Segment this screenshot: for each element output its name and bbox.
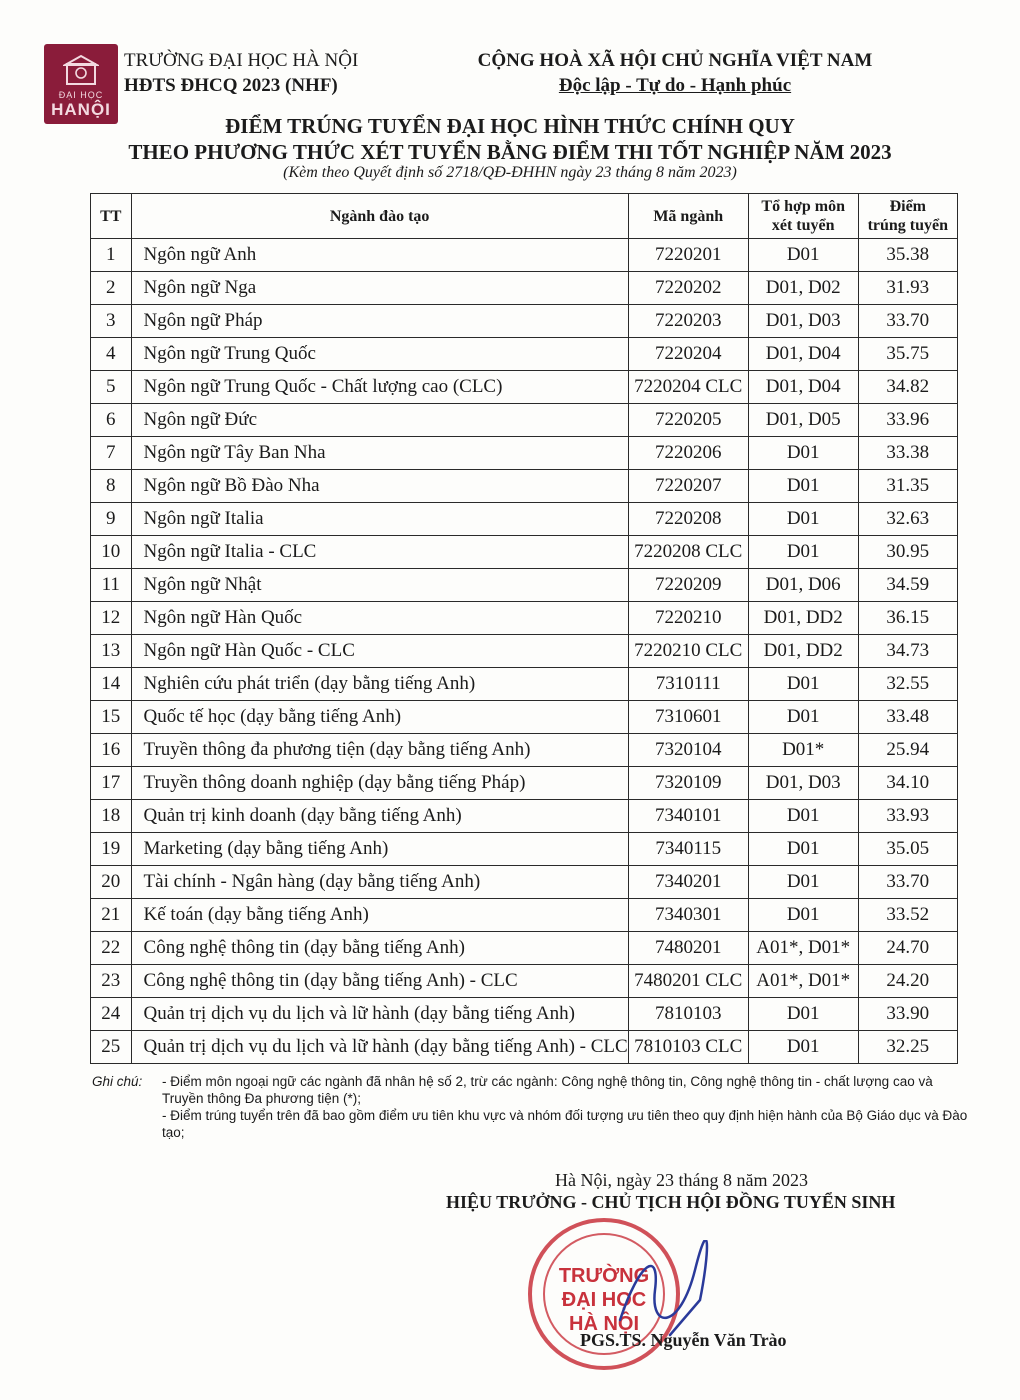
document-title-line1: ĐIỂM TRÚNG TUYỂN ĐẠI HỌC HÌNH THỨC CHÍNH QUY (225, 114, 795, 138)
row-number: 1 (91, 239, 132, 272)
stamp-text-line2: ĐẠI HỌC (561, 1289, 647, 1311)
row-combo: D01 (748, 1031, 858, 1064)
stamp-text-line1: TRƯỜNG (558, 1265, 650, 1287)
row-number: 19 (91, 833, 132, 866)
emblem-icon (63, 54, 99, 86)
row-combo: D01 (748, 866, 858, 899)
table-row (91, 866, 958, 899)
notes (92, 1073, 972, 1141)
row-number: 18 (91, 800, 132, 833)
row-number: 22 (91, 932, 132, 965)
row-number: 6 (91, 404, 132, 437)
row-major: Ngôn ngữ Trung Quốc - Chất lượng cao (CLC) (131, 371, 628, 404)
table-header-row (91, 194, 958, 239)
issuer-block (124, 48, 358, 98)
row-score: 30.95 (858, 536, 957, 569)
row-score: 31.93 (858, 272, 957, 305)
row-score: 33.70 (858, 305, 957, 338)
row-score: 34.10 (858, 767, 957, 800)
row-code: 7480201 CLC (628, 965, 748, 998)
row-score: 36.15 (858, 602, 957, 635)
row-combo: D01 (748, 998, 858, 1031)
table-row (91, 602, 958, 635)
note-item: - Điểm môn ngoại ngữ các ngành đã nhân hệ số 2, trừ các ngành: Công nghệ thông tin, Công nghệ thông tin - chất lượng cao và Truyền thông Đa phương tiện (*); (162, 1074, 933, 1106)
table-row (91, 569, 958, 602)
row-number: 5 (91, 371, 132, 404)
table-row (91, 932, 958, 965)
university-logo (44, 44, 118, 124)
row-combo: D01 (748, 239, 858, 272)
row-combo: D01* (748, 734, 858, 767)
row-score: 33.93 (858, 800, 957, 833)
row-code: 7220201 (628, 239, 748, 272)
row-number: 8 (91, 470, 132, 503)
row-number: 16 (91, 734, 132, 767)
row-number: 13 (91, 635, 132, 668)
notes-label: Ghi chú: (92, 1074, 143, 1089)
row-number: 14 (91, 668, 132, 701)
row-combo: A01*, D01* (748, 965, 858, 998)
row-code: 7220210 (628, 602, 748, 635)
row-number: 10 (91, 536, 132, 569)
row-score: 24.70 (858, 932, 957, 965)
table-row (91, 800, 958, 833)
row-score: 25.94 (858, 734, 957, 767)
header-code: Mã ngành (628, 194, 748, 239)
document-title-line2: THEO PHƯƠNG THỨC XÉT TUYỂN BẰNG ĐIỂM THI TỐT NGHIỆP NĂM 2023 (128, 140, 892, 164)
header-combo-line1: Tổ hợp môn (761, 198, 845, 215)
table-row (91, 965, 958, 998)
row-score: 35.38 (858, 239, 957, 272)
row-number: 20 (91, 866, 132, 899)
logo-text-bottom: HANỘI (51, 100, 111, 119)
place-date: Hà Nội, ngày 23 tháng 8 năm 2023 (555, 1170, 808, 1190)
row-code: 7220210 CLC (628, 635, 748, 668)
header-combo (748, 194, 858, 239)
signer-name: PGS.TS. Nguyễn Văn Trào (580, 1330, 787, 1350)
row-score: 33.52 (858, 899, 957, 932)
row-combo: D01, D05 (748, 404, 858, 437)
row-major: Ngôn ngữ Italia (131, 503, 628, 536)
table-row (91, 371, 958, 404)
row-major: Ngôn ngữ Anh (131, 239, 628, 272)
row-number: 3 (91, 305, 132, 338)
row-combo: D01 (748, 536, 858, 569)
logo-text-top: ĐẠI HỌC (58, 90, 104, 100)
stamp-text-line3: HÀ NỘI (569, 1313, 639, 1335)
row-code: 7220205 (628, 404, 748, 437)
header-tt: TT (91, 194, 132, 239)
row-number: 23 (91, 965, 132, 998)
admission-scores-table (90, 193, 958, 1064)
table-body (91, 239, 958, 1064)
table-row (91, 767, 958, 800)
header-major: Ngành đào tạo (131, 194, 628, 239)
table-row (91, 503, 958, 536)
row-combo: D01 (748, 668, 858, 701)
row-major: Truyền thông doanh nghiệp (dạy bằng tiếng Pháp) (131, 767, 628, 800)
row-code: 7320104 (628, 734, 748, 767)
row-major: Công nghệ thông tin (dạy bằng tiếng Anh) (131, 932, 628, 965)
row-number: 21 (91, 899, 132, 932)
national-motto: Độc lập - Tự do - Hạnh phúc (558, 75, 792, 96)
row-major: Marketing (dạy bằng tiếng Anh) (131, 833, 628, 866)
row-number: 15 (91, 701, 132, 734)
row-combo: D01 (748, 701, 858, 734)
row-major: Quản trị dịch vụ du lịch và lữ hành (dạy bằng tiếng Anh) (131, 998, 628, 1031)
row-code: 7340301 (628, 899, 748, 932)
row-code: 7220208 (628, 503, 748, 536)
row-score: 34.59 (858, 569, 957, 602)
row-score: 33.90 (858, 998, 957, 1031)
row-major: Quản trị kinh doanh (dạy bằng tiếng Anh) (131, 800, 628, 833)
row-score: 31.35 (858, 470, 957, 503)
table-row (91, 833, 958, 866)
row-major: Ngôn ngữ Bồ Đào Nha (131, 470, 628, 503)
header-score-line1: Điểm (889, 198, 927, 215)
table-row (91, 701, 958, 734)
row-major: Ngôn ngữ Italia - CLC (131, 536, 628, 569)
row-major: Ngôn ngữ Hàn Quốc (131, 602, 628, 635)
table-row (91, 305, 958, 338)
row-code: 7340115 (628, 833, 748, 866)
row-number: 12 (91, 602, 132, 635)
row-combo: A01*, D01* (748, 932, 858, 965)
row-number: 17 (91, 767, 132, 800)
row-code: 7310601 (628, 701, 748, 734)
table-row (91, 338, 958, 371)
row-code: 7220208 CLC (628, 536, 748, 569)
signature-mark (610, 1240, 720, 1340)
row-code: 7220209 (628, 569, 748, 602)
row-major: Ngôn ngữ Đức (131, 404, 628, 437)
table-row (91, 899, 958, 932)
row-major: Kế toán (dạy bằng tiếng Anh) (131, 899, 628, 932)
row-major: Ngôn ngữ Trung Quốc (131, 338, 628, 371)
row-combo: D01 (748, 833, 858, 866)
row-score: 32.55 (858, 668, 957, 701)
row-number: 11 (91, 569, 132, 602)
row-combo: D01 (748, 470, 858, 503)
row-score: 35.05 (858, 833, 957, 866)
row-major: Truyền thông đa phương tiện (dạy bằng tiếng Anh) (131, 734, 628, 767)
document-subtitle: (Kèm theo Quyết định số 2718/QĐ-ĐHHN ngày 23 tháng 8 năm 2023) (283, 164, 737, 181)
row-score: 24.20 (858, 965, 957, 998)
row-number: 24 (91, 998, 132, 1031)
row-number: 25 (91, 1031, 132, 1064)
table-row (91, 635, 958, 668)
row-combo: D01, D02 (748, 272, 858, 305)
row-code: 7310111 (628, 668, 748, 701)
row-score: 35.75 (858, 338, 957, 371)
row-number: 9 (91, 503, 132, 536)
row-major: Ngôn ngữ Pháp (131, 305, 628, 338)
national-header (440, 48, 910, 98)
row-score: 32.63 (858, 503, 957, 536)
row-combo: D01, DD2 (748, 635, 858, 668)
header-combo-line2: xét tuyển (771, 217, 835, 234)
row-combo: D01, D04 (748, 338, 858, 371)
header-score-line2: trúng tuyển (867, 217, 949, 234)
row-score: 34.82 (858, 371, 957, 404)
row-score: 33.96 (858, 404, 957, 437)
row-major: Quốc tế học (dạy bằng tiếng Anh) (131, 701, 628, 734)
row-code: 7320109 (628, 767, 748, 800)
row-combo: D01, D03 (748, 305, 858, 338)
row-code: 7220202 (628, 272, 748, 305)
row-combo: D01 (748, 800, 858, 833)
table-row (91, 404, 958, 437)
table-row (91, 239, 958, 272)
school-name: TRƯỜNG ĐẠI HỌC HÀ NỘI (124, 50, 359, 71)
row-combo: D01, DD2 (748, 602, 858, 635)
table-row (91, 536, 958, 569)
country-name: CỘNG HOÀ XÃ HỘI CHỦ NGHĨA VIỆT NAM (477, 50, 873, 71)
note-item: - Điểm trúng tuyển trên đã bao gồm điểm ưu tiên khu vực và nhóm đối tượng ưu tiên theo quy định hiện hành của Bộ Giáo dục và Đào tạo; (162, 1108, 968, 1140)
row-code: 7480201 (628, 932, 748, 965)
row-number: 2 (91, 272, 132, 305)
row-major: Ngôn ngữ Tây Ban Nha (131, 437, 628, 470)
row-code: 7810103 CLC (628, 1031, 748, 1064)
header-score (858, 194, 957, 239)
row-combo: D01, D04 (748, 371, 858, 404)
row-score: 33.38 (858, 437, 957, 470)
row-score: 33.48 (858, 701, 957, 734)
row-code: 7220204 CLC (628, 371, 748, 404)
table-row (91, 998, 958, 1031)
signer-title: HIỆU TRƯỞNG - CHỦ TỊCH HỘI ĐỒNG TUYỂN SINH (446, 1192, 896, 1212)
table-row (91, 668, 958, 701)
row-major: Công nghệ thông tin (dạy bằng tiếng Anh) - CLC (131, 965, 628, 998)
row-major: Nghiên cứu phát triển (dạy bằng tiếng Anh) (131, 668, 628, 701)
table-row (91, 1031, 958, 1064)
council-name: HĐTS ĐHCQ 2023 (NHF) (124, 75, 338, 96)
table-row (91, 437, 958, 470)
row-code: 7810103 (628, 998, 748, 1031)
row-number: 4 (91, 338, 132, 371)
table-row (91, 470, 958, 503)
row-combo: D01 (748, 899, 858, 932)
row-score: 33.70 (858, 866, 957, 899)
row-score: 34.73 (858, 635, 957, 668)
row-combo: D01, D06 (748, 569, 858, 602)
row-major: Tài chính - Ngân hàng (dạy bằng tiếng Anh) (131, 866, 628, 899)
row-code: 7340101 (628, 800, 748, 833)
row-code: 7220207 (628, 470, 748, 503)
row-major: Ngôn ngữ Nga (131, 272, 628, 305)
row-code: 7340201 (628, 866, 748, 899)
row-code: 7220203 (628, 305, 748, 338)
row-major: Ngôn ngữ Hàn Quốc - CLC (131, 635, 628, 668)
table-row (91, 734, 958, 767)
row-number: 7 (91, 437, 132, 470)
row-combo: D01 (748, 503, 858, 536)
row-code: 7220206 (628, 437, 748, 470)
row-score: 32.25 (858, 1031, 957, 1064)
row-code: 7220204 (628, 338, 748, 371)
table-row (91, 272, 958, 305)
row-combo: D01, D03 (748, 767, 858, 800)
row-major: Quản trị dịch vụ du lịch và lữ hành (dạy bằng tiếng Anh) - CLC (131, 1031, 628, 1064)
row-combo: D01 (748, 437, 858, 470)
row-major: Ngôn ngữ Nhật (131, 569, 628, 602)
